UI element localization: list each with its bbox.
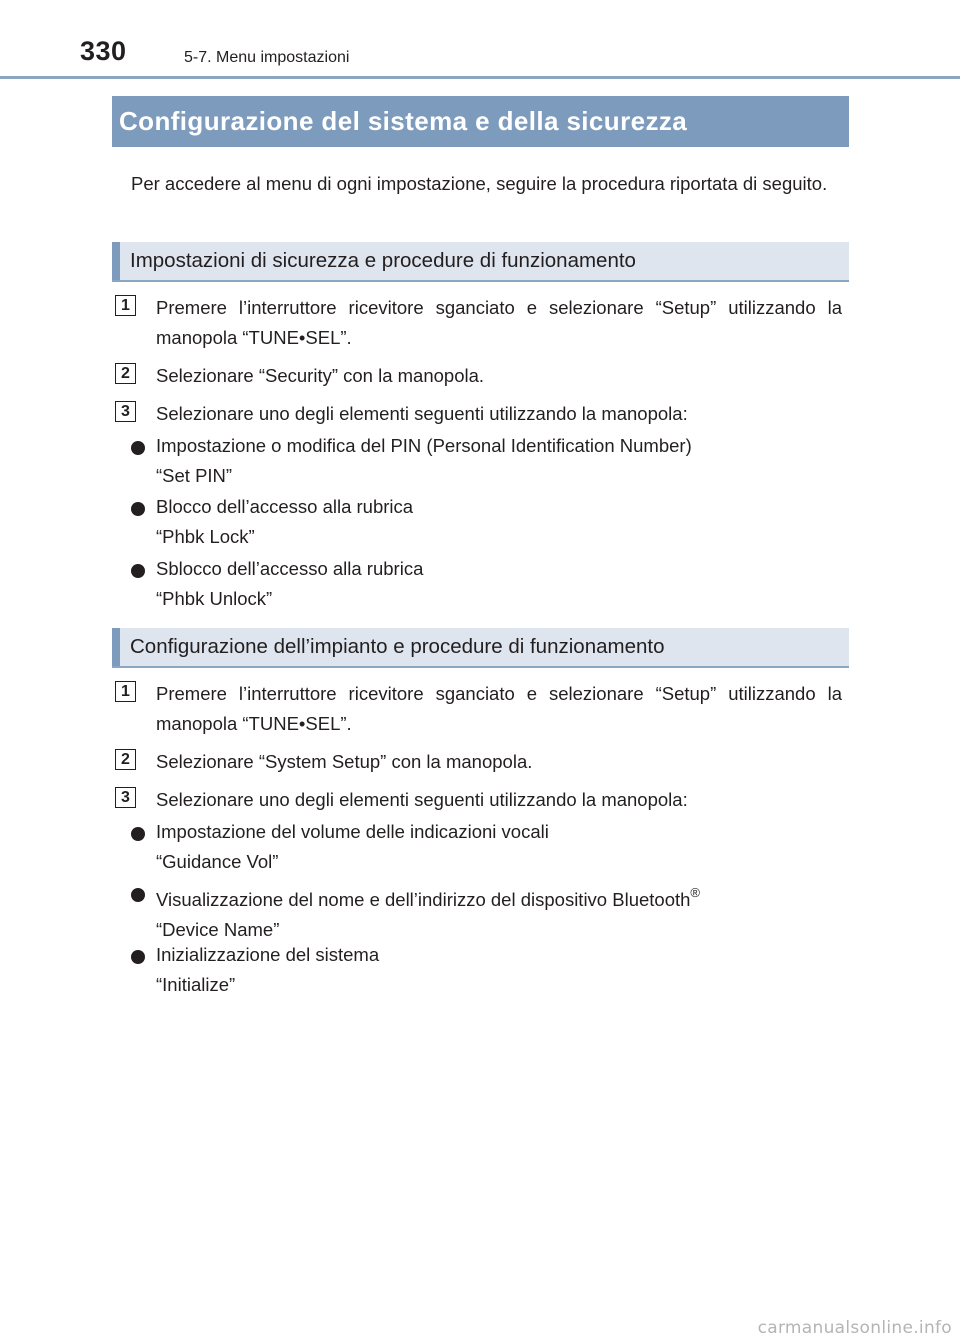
bullet-value: “Phbk Unlock”	[156, 588, 273, 609]
step-text: Premere l’interruttore ricevitore sganciato e selezionare “Setup” utilizzando la manopola “TUNE•SEL”.	[156, 297, 842, 348]
step-text: Premere l’interruttore ricevitore sganciato e selezionare “Setup” utilizzando la manopola “TUNE•SEL”.	[156, 683, 842, 734]
bullet-value: “Phbk Lock”	[156, 526, 255, 547]
section-heading-text: Impostazioni di sicurezza e procedure di funzionamento	[130, 249, 636, 272]
header-divider	[0, 76, 960, 79]
bullet-value: “Initialize”	[156, 974, 236, 995]
bullet-dot-icon	[131, 827, 145, 841]
bullet-dot-icon	[131, 950, 145, 964]
section-heading-text: Configurazione dell’impianto e procedure di funzionamento	[130, 635, 665, 658]
bullet-value: “Device Name”	[156, 919, 280, 940]
step-text: Selezionare uno degli elementi seguenti utilizzando la manopola:	[156, 403, 688, 424]
bullet-label: Inizializzazione del sistema	[156, 944, 380, 965]
page-title: Configurazione del sistema e della sicurezza	[119, 106, 688, 136]
step-number-badge: 1	[115, 681, 136, 702]
watermark-text: carmanualsonline.info	[757, 1318, 952, 1338]
section-heading-security	[112, 242, 849, 282]
step-number-badge: 2	[115, 363, 136, 384]
step-number-badge: 2	[115, 749, 136, 770]
bullet-label: Sblocco dell’accesso alla rubrica	[156, 558, 424, 579]
registered-mark: ®	[690, 885, 701, 900]
bullet-label: Impostazione del volume delle indicazioni vocali	[156, 821, 549, 842]
step-number-badge: 3	[115, 401, 136, 422]
intro-paragraph: Per accedere al menu di ogni impostazione, seguire la procedura riportata di seguito.	[131, 173, 828, 194]
step-text: Selezionare “Security” con la manopola.	[156, 365, 485, 386]
step-text: Selezionare uno degli elementi seguenti utilizzando la manopola:	[156, 789, 688, 810]
bullet-dot-icon	[131, 502, 145, 516]
section-heading-system	[112, 628, 849, 668]
bullet-dot-icon	[131, 564, 145, 578]
page-header	[0, 0, 960, 80]
step-text: Selezionare “System Setup” con la manopola.	[156, 751, 533, 772]
step-number-badge: 3	[115, 787, 136, 808]
bullet-dot-icon	[131, 888, 145, 902]
bullet-value: “Set PIN”	[156, 465, 233, 486]
bullet-value: “Guidance Vol”	[156, 851, 279, 872]
page-number: 330	[80, 36, 127, 66]
step-number-badge: 1	[115, 295, 136, 316]
bullet-label: Visualizzazione del nome e dell’indirizzo del dispositivo Bluetooth	[156, 889, 691, 910]
bullet-label: Impostazione o modifica del PIN (Personal Identification Number)	[156, 435, 692, 456]
bullet-dot-icon	[131, 441, 145, 455]
title-bar	[112, 96, 849, 147]
section-breadcrumb: 5-7. Menu impostazioni	[184, 49, 350, 66]
bullet-label: Blocco dell’accesso alla rubrica	[156, 496, 414, 517]
